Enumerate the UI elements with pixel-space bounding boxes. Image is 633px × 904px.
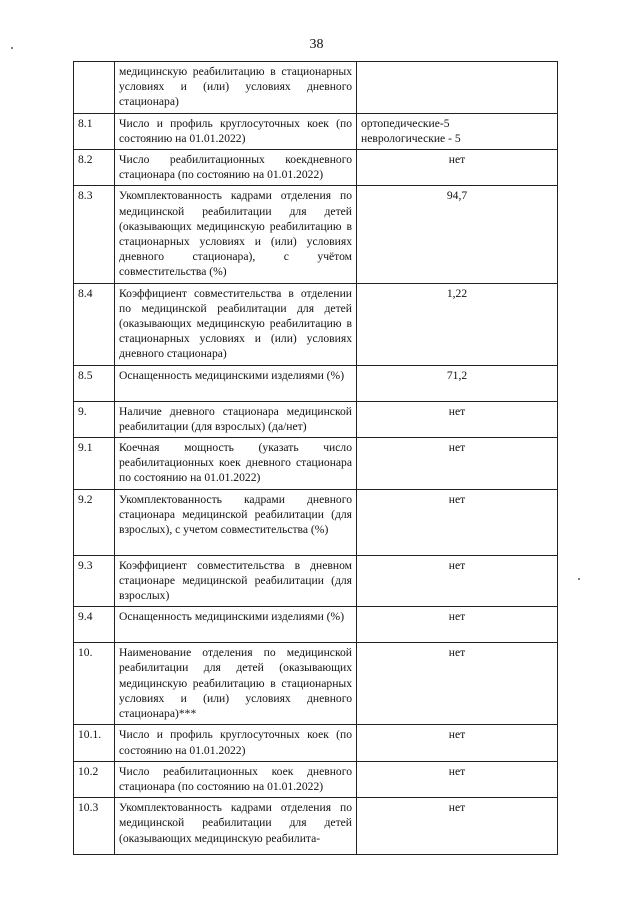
table-row [74,401,558,437]
indicator-value-line: неврологические - 5 [361,131,461,145]
indicator-value-line: нет [448,441,466,455]
row-number: 8.2 [74,150,115,186]
indicator-value [357,401,558,437]
indicator-value-line: нет [448,610,466,624]
indicator-name: Наименование отделения по медицинской реабилитации для детей (оказывающих медицинскую реабилитацию в стационарных условиях и (или) условиях дневного стационара)*** [115,643,357,725]
table-row [74,186,558,283]
indicator-name: Число и профиль круглосуточных коек (по состоянию на 01.01.2022) [115,113,357,149]
indicator-value [357,489,558,555]
row-number: 9.2 [74,489,115,555]
table-row [74,283,558,365]
indicator-value-line: нет [448,728,466,742]
indicator-name: Число реабилитационных коекдневного стационара (по состоянию на 01.01.2022) [115,150,357,186]
table-row [74,365,558,401]
indicator-value [357,113,558,149]
indicator-value-line: нет [448,764,466,778]
row-number [74,62,115,114]
indicator-name: Оснащенность медицинскими изделиями (%) [115,607,357,643]
table-row [74,113,558,149]
table-row [74,489,558,555]
indicators-table-body [74,62,558,855]
row-number: 9.1 [74,438,115,490]
indicator-name: Наличие дневного стационара медицинской реабилитации (для взрослых) (да/нет) [115,401,357,437]
table-row [74,438,558,490]
indicator-value [357,283,558,365]
indicator-name: Число реабилитационных коек дневного стационара (по состоянию на 01.01.2022) [115,761,357,797]
indicator-name: Коэффициент совместительства в дневном стационаре медицинской реабилитации (для взрослых) [115,555,357,607]
indicator-value-line: нет [448,153,466,167]
row-number: 8.4 [74,283,115,365]
indicator-name: Число и профиль круглосуточных коек (по состоянию на 01.01.2022) [115,725,357,761]
indicator-value-line: нет [448,801,466,815]
indicator-value [357,186,558,283]
indicator-value-line: ортопедические-5 [361,116,450,130]
row-number: 8.5 [74,365,115,401]
table-row [74,643,558,725]
indicators-table [73,61,558,855]
indicator-name: Коэффициент совместительства в отделении по медицинской реабилитации для детей (оказывающих медицинскую реабилитацию в стационарных условиях и (или) условиях дневного стационара) [115,283,357,365]
indicator-value [357,150,558,186]
table-row [74,607,558,643]
row-number: 10.2 [74,761,115,797]
scan-speck [578,578,580,580]
row-number: 9. [74,401,115,437]
row-number: 8.3 [74,186,115,283]
indicator-name: медицинскую реабилитацию в стационарных условиях и (или) условиях дневного стационара) [115,62,357,114]
indicator-value-line: нет [448,646,466,660]
indicator-value-line: нет [448,558,466,572]
table-row [74,798,558,855]
indicator-value-line: нет [448,404,466,418]
table-row [74,62,558,114]
indicator-name: Укомплектованность кадрами отделения по медицинской реабилитации для детей (оказывающих медицинскую реабилитацию в стационарных условиях и (или) условиях дневного стационара), с учётом совместительства (%) [115,186,357,283]
table-row [74,761,558,797]
indicator-value [357,365,558,401]
indicator-name: Укомплектованность кадрами дневного стационара медицинской реабилитации (для взрослых), с учетом совместительства (%) [115,489,357,555]
indicator-value [357,725,558,761]
table-row [74,725,558,761]
indicator-value [357,798,558,855]
table-row [74,555,558,607]
indicator-name: Коечная мощность (указать число реабилитационных коек дневного стационара по состоянию на 01.01.2022) [115,438,357,490]
indicator-value [357,62,558,114]
indicator-value-line: 71,2 [446,368,468,382]
indicator-value [357,607,558,643]
row-number: 9.4 [74,607,115,643]
row-number: 9.3 [74,555,115,607]
page-number: 38 [309,37,324,52]
table-row [74,150,558,186]
row-number: 10.1. [74,725,115,761]
indicator-value-line: 1,22 [446,286,468,300]
scan-speck [11,47,13,49]
indicator-name: Укомплектованность кадрами отделения по медицинской реабилитации для детей (оказывающих медицинскую реабилита- [115,798,357,855]
indicator-value [357,555,558,607]
row-number: 10.3 [74,798,115,855]
indicator-name: Оснащенность медицинскими изделиями (%) [115,365,357,401]
row-number: 10. [74,643,115,725]
indicator-value-line: 94,7 [446,189,468,203]
indicator-value-line: нет [448,492,466,506]
indicator-value [357,438,558,490]
indicator-value [357,761,558,797]
row-number: 8.1 [74,113,115,149]
indicator-value [357,643,558,725]
